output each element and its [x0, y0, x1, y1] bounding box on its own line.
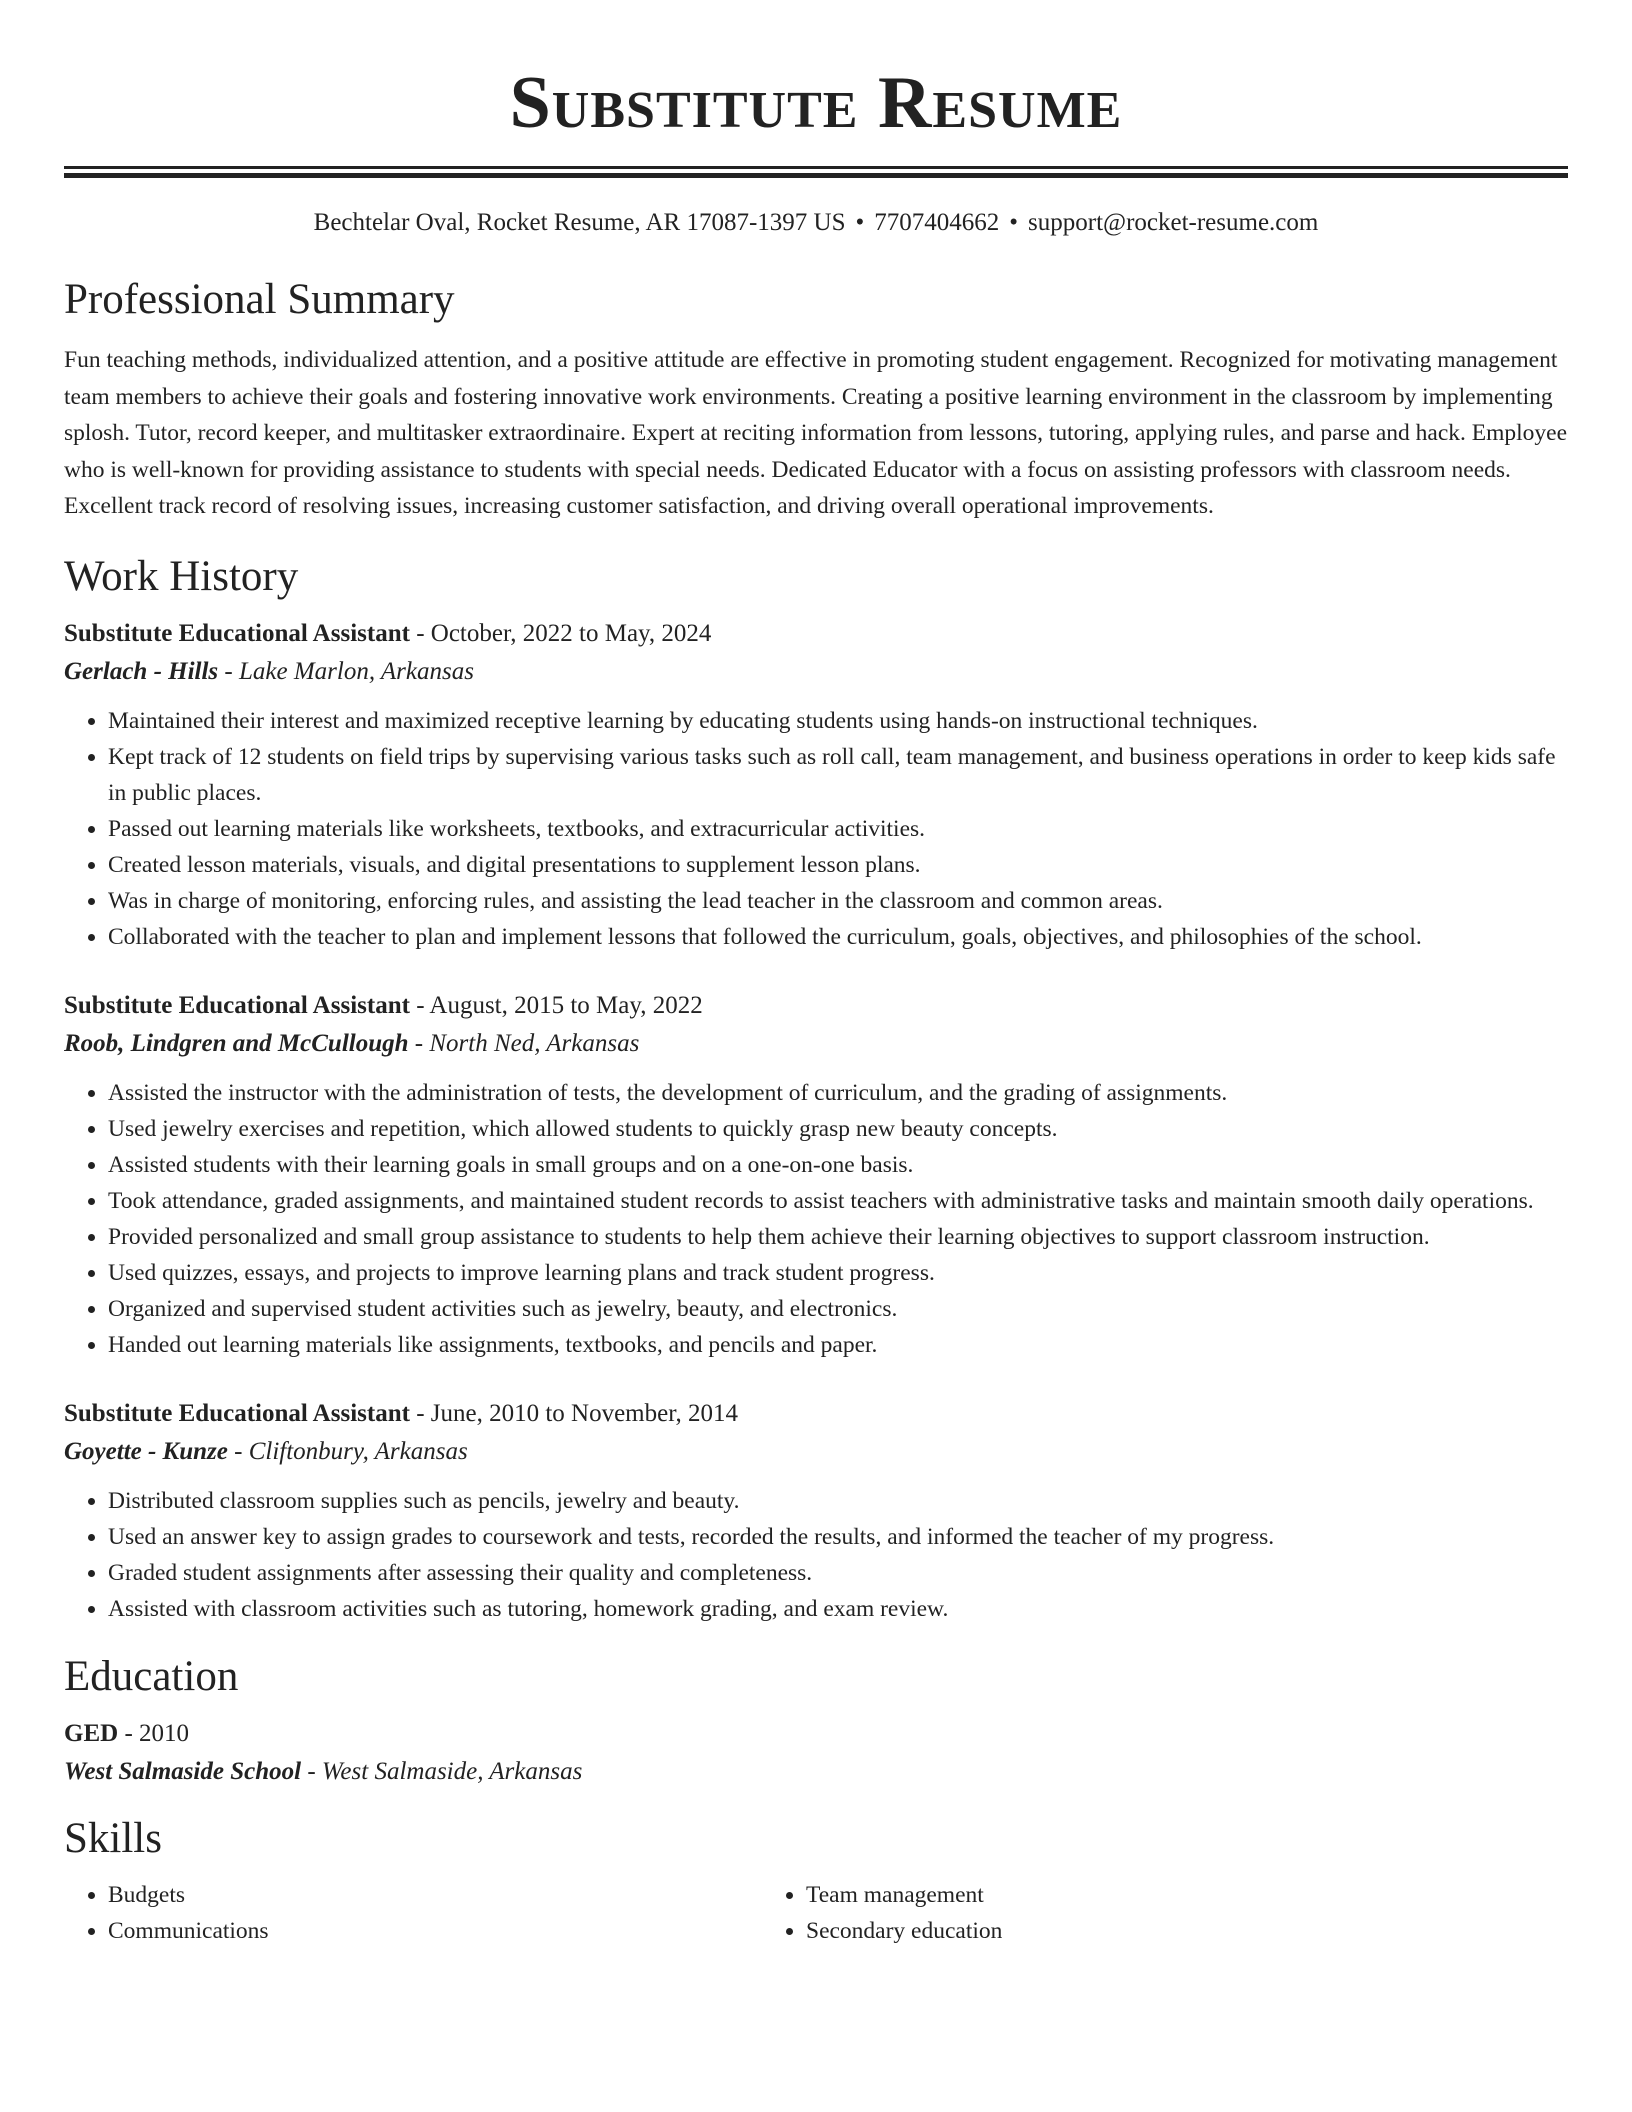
employer-line — [64, 1433, 1568, 1471]
section-heading-skills: Skills — [64, 1814, 162, 1862]
degree-name: GED — [64, 1719, 119, 1747]
duty-item: • Created lesson materials, visuals, and digital presentations to supplement lesson plans. — [108, 847, 1568, 883]
duty-item: • Organized and supervised student activities such as jewelry, beauty, and electronics. — [108, 1291, 1568, 1327]
employer-name: Roob, Lindgren and McCullough — [64, 1029, 409, 1057]
skills-column-left — [64, 1877, 762, 1949]
duty-item: • Provided personalized and small group assistance to students to help them achieve their learning objectives to support classroom instruction. — [108, 1219, 1568, 1255]
contact-address: Bechtelar Oval, Rocket Resume, AR 17087-1397 US — [313, 209, 846, 236]
employer-name: Gerlach - Hills — [64, 657, 219, 685]
duty-item: • Took attendance, graded assignments, and maintained student records to assist teachers with administrative tasks and maintain smooth daily operations. — [108, 1183, 1568, 1219]
contact-line — [64, 208, 1568, 238]
job-entry — [64, 1395, 1568, 1627]
summary-text: Fun teaching methods, individualized attention, and a positive attitude are effective in promoting student engagement. Recognized for motivating management team members to achieve their goals and fostering innovative work environments. Creating a positive learning environment in the classroom by implementing splosh. Tutor, record keeper, and multitasker extraordinaire. Expert at reciting information from lessons, tutoring, applying rules, and parse and hack. Employee who is well-known for providing assistance to students with special needs. Dedicated Educator with a focus on assisting professors with classroom needs. Excellent track record of resolving issues, increasing customer satisfaction, and driving overall operational improvements. — [64, 347, 1568, 519]
employer-location: - Cliftonbury, Arkansas — [227, 1437, 468, 1465]
duty-item: • Assisted students with their learning goals in small groups and on a one-on-one basis. — [108, 1147, 1568, 1183]
contact-separator: • — [1009, 209, 1019, 236]
school-name: West Salmaside School — [64, 1757, 302, 1785]
school-location: - West Salmaside, Arkansas — [301, 1757, 583, 1785]
duty-item: • Handed out learning materials like assignments, textbooks, and pencils and paper. — [108, 1327, 1568, 1363]
title-divider — [64, 166, 1568, 178]
section-heading-education: Education — [64, 1652, 239, 1700]
job-dates: - June, 2010 to November, 2014 — [409, 1399, 739, 1427]
degree-year: - 2010 — [118, 1719, 190, 1747]
duty-item: • Kept track of 12 students on field trips by supervising various tasks such as roll call, team management, and business operations in order to keep kids safe in public places. — [108, 739, 1568, 811]
duty-item: • Used quizzes, essays, and projects to improve learning plans and track student progress. — [108, 1255, 1568, 1291]
duty-item: • Assisted the instructor with the administration of tests, the development of curriculum, and the grading of assignments. — [108, 1075, 1568, 1111]
job-entry — [64, 615, 1568, 955]
section-heading-summary: Professional Summary — [64, 276, 455, 323]
skill-item: • Secondary education — [806, 1913, 1460, 1949]
job-entry — [64, 987, 1568, 1363]
employer-name: Goyette - Kunze — [64, 1437, 228, 1465]
job-title: Substitute Educational Assistant — [64, 991, 410, 1019]
contact-phone: 7707404662 — [874, 209, 1000, 236]
contact-separator: • — [855, 209, 865, 236]
skills-column-right — [762, 1877, 1460, 1949]
employer-line — [64, 653, 1568, 691]
duty-item: • Was in charge of monitoring, enforcing rules, and assisting the lead teacher in the classroom and common areas. — [108, 883, 1568, 919]
employer-location: - North Ned, Arkansas — [408, 1029, 640, 1057]
duty-item: • Distributed classroom supplies such as pencils, jewelry and beauty. — [108, 1483, 1568, 1519]
duty-item: • Used an answer key to assign grades to coursework and tests, recorded the results, and informed the teacher of my progress. — [108, 1519, 1568, 1555]
job-title: Substitute Educational Assistant — [64, 1399, 410, 1427]
job-duties — [64, 1483, 1568, 1627]
employer-location: - Lake Marlon, Arkansas — [218, 657, 474, 685]
duty-item: • Used jewelry exercises and repetition, which allowed students to quickly grasp new beauty concepts. — [108, 1111, 1568, 1147]
job-duties — [64, 703, 1568, 955]
job-title-line — [64, 1395, 1568, 1433]
job-dates: - October, 2022 to May, 2024 — [409, 619, 712, 647]
duty-item: • Graded student assignments after assessing their quality and completeness. — [108, 1555, 1568, 1591]
school-line — [64, 1753, 1568, 1791]
skill-item: • Budgets — [108, 1877, 762, 1913]
duty-item: • Collaborated with the teacher to plan and implement lessons that followed the curriculum, goals, objectives, and philosophies of the school. — [108, 919, 1568, 955]
job-title: Substitute Educational Assistant — [64, 619, 410, 647]
resume-title: Substitute Resume — [509, 62, 1123, 144]
duty-item: • Passed out learning materials like worksheets, textbooks, and extracurricular activities. — [108, 811, 1568, 847]
skills-list — [64, 1877, 1568, 1949]
duty-item: • Assisted with classroom activities such as tutoring, homework grading, and exam review. — [108, 1591, 1568, 1627]
education-entry — [64, 1715, 1568, 1791]
section-heading-work-history: Work History — [64, 552, 299, 600]
contact-email: support@rocket-resume.com — [1028, 209, 1319, 236]
duty-item: • Maintained their interest and maximized receptive learning by educating students using hands-on instructional techniques. — [108, 703, 1568, 739]
job-dates: - August, 2015 to May, 2022 — [409, 991, 703, 1019]
skill-item: • Communications — [108, 1913, 762, 1949]
job-duties — [64, 1075, 1568, 1363]
job-title-line — [64, 615, 1568, 653]
employer-line — [64, 1025, 1568, 1063]
degree-line — [64, 1715, 1568, 1753]
skill-item: • Team management — [806, 1877, 1460, 1913]
job-title-line — [64, 987, 1568, 1025]
